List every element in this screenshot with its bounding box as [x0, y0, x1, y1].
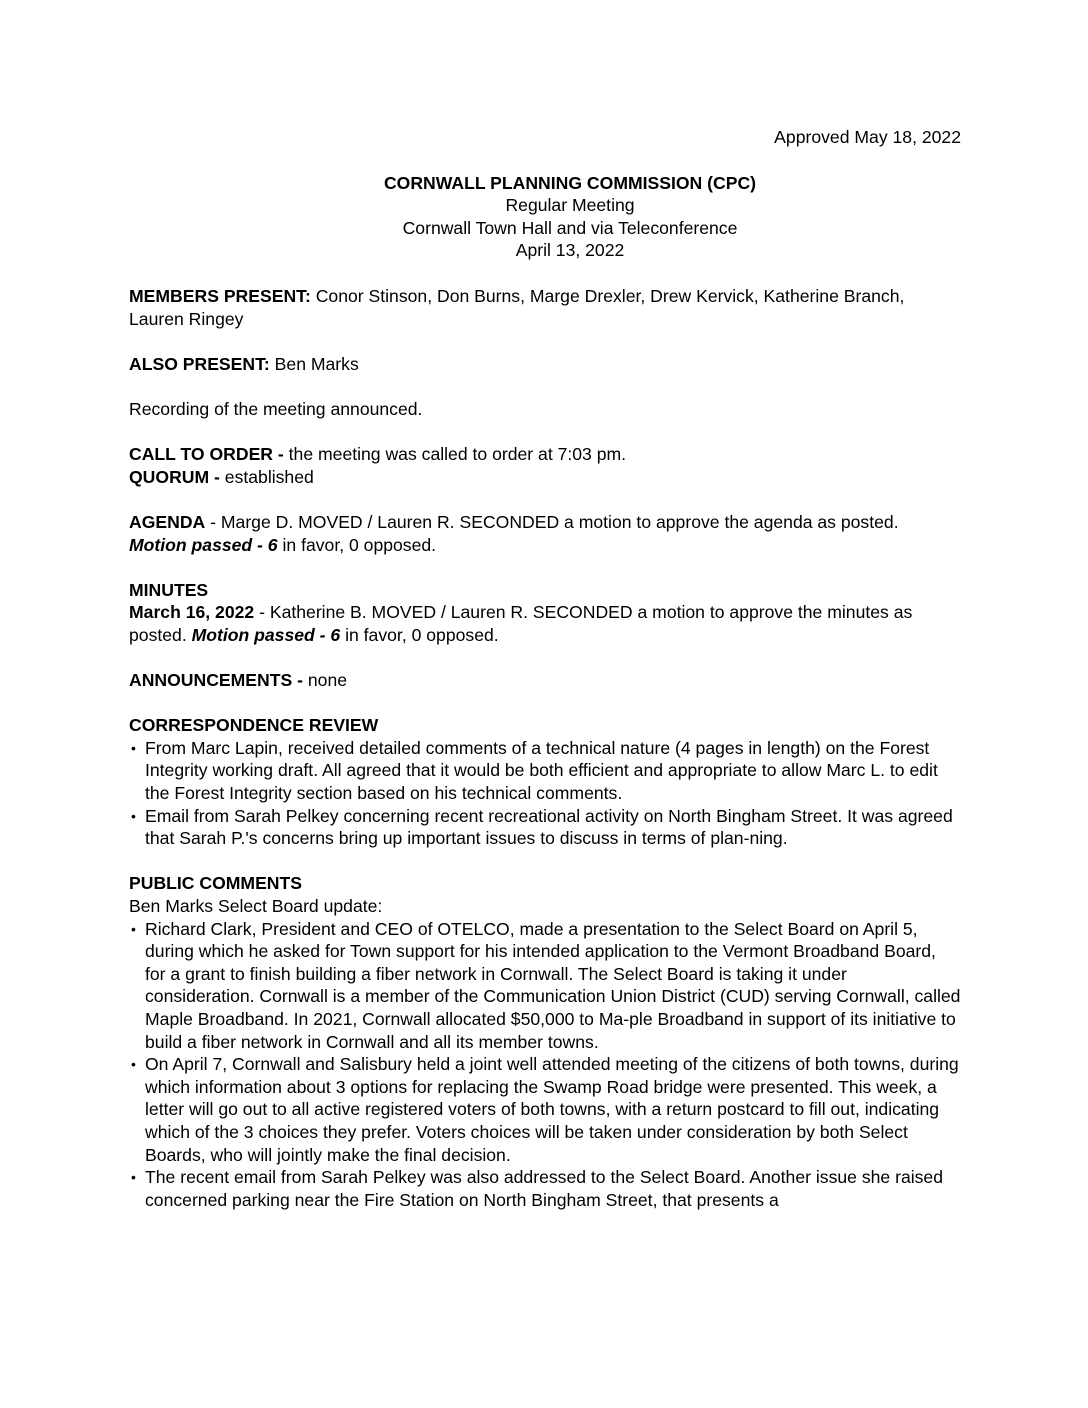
document-header [129, 172, 961, 262]
list-item: • The recent email from Sarah Pelkey was also addressed to the Select Board. Another issue she raised concerned parking near the Fire Station on North Bingham Street, that presents a [131, 1167, 944, 1210]
meeting-location: Cornwall Town Hall and via Teleconference [402, 217, 738, 238]
list-item: • From Marc Lapin, received detailed comments of a technical nature (4 pages in length) on the Forest Integrity working draft. All agreed that it would be both efficient and appropriate to allow Marc L. to edit the Forest Integrity section based on his technical comments. [131, 737, 938, 804]
members-present-label: MEMBERS PRESENT: [129, 285, 311, 306]
agenda-motion: Motion passed - 6 [129, 534, 278, 555]
agenda-result: in favor, 0 opposed. [277, 534, 437, 555]
announcements-label: ANNOUNCEMENTS - [129, 670, 303, 691]
minutes-motion: Motion passed - 6 [191, 624, 341, 645]
recording-note: Recording of the meeting announced. [129, 398, 423, 419]
bullet-icon: • [131, 920, 136, 937]
call-to-order-text: the meeting was called to order at 7:03 pm. [283, 444, 627, 465]
announcements [129, 669, 961, 692]
agenda [129, 511, 961, 556]
approval-note: Approved May 18, 2022 [774, 127, 961, 147]
members-present-list: Conor Stinson, Don Burns, Marge Drexler, Drew Kervick, Katherine Branch, Lauren Ringey [129, 285, 905, 329]
bullet-icon: • [131, 807, 136, 824]
public-comments-intro: Ben Marks Select Board update: [129, 896, 383, 916]
minutes-date: March 16, 2022 [129, 602, 255, 623]
minutes-heading: MINUTES [129, 579, 209, 600]
agenda-text: - Marge D. MOVED / Lauren R. SECONDED a motion to approve the agenda as posted. [205, 511, 899, 532]
commission-title: CORNWALL PLANNING COMMISSION (CPC) [383, 172, 757, 193]
minutes-result: in favor, 0 opposed. [340, 624, 499, 645]
also-present [129, 353, 961, 376]
bullet-icon: • [131, 739, 136, 756]
correspondence-heading: CORRESPONDENCE REVIEW [129, 715, 379, 736]
public-comments-heading: PUBLIC COMMENTS [129, 873, 302, 894]
announcements-text: none [302, 670, 348, 691]
meeting-type: Regular Meeting [505, 195, 635, 216]
members-present [129, 285, 961, 330]
bullet-icon: • [131, 1169, 136, 1186]
also-present-list: Ben Marks [269, 353, 359, 374]
correspondence-list [129, 737, 961, 850]
minutes-text: - Katherine B. MOVED / Lauren R. SECONDED a motion to approve the minutes as posted. [129, 602, 913, 645]
public-comments-list [129, 918, 961, 1212]
minutes-approval [129, 601, 961, 646]
meeting-date: April 13, 2022 [515, 240, 625, 261]
call-to-order-label: CALL TO ORDER - [129, 444, 284, 465]
list-item: • On April 7, Cornwall and Salisbury held a joint well attended meeting of the citizens of both towns, during which information about 3 options for replacing the Swamp Road bridge were presented. This week, a letter will go out to all active registered voters of both towns, with a return postcard to fill out, indicating which of the 3 choices they prefer. Voters choices will be taken under consideration by both Select Boards, who will jointly make the final decision. [131, 1054, 959, 1165]
bullet-icon: • [131, 1056, 136, 1073]
list-item: • Email from Sarah Pelkey concerning recent recreational activity on North Bingham Street. It was agreed that Sarah P.'s concerns bring up important issues to discuss in terms of plan-ning. [131, 805, 953, 849]
quorum-label: QUORUM - [129, 466, 220, 487]
agenda-label: AGENDA [129, 511, 206, 532]
meeting-minutes [129, 126, 961, 1211]
also-present-label: ALSO PRESENT: [129, 353, 270, 374]
quorum [129, 466, 961, 489]
quorum-text: established [219, 466, 314, 487]
list-item: • Richard Clark, President and CEO of OTELCO, made a presentation to the Select Board on April 5, during which he asked for Town support for his intended application to the Vermont Broadband Board, for a grant to finish building a fiber network in Cornwall. The Select Board is taking it under consideration. Cornwall is a member of the Communication Union District (CUD) serving Cornwall, called Maple Broadband. In 2021, Cornwall allocated $50,000 to Ma-ple Broadband in support of its initiative to build a fiber network in Cornwall and all its member towns. [131, 918, 961, 1052]
call-to-order [129, 443, 961, 466]
